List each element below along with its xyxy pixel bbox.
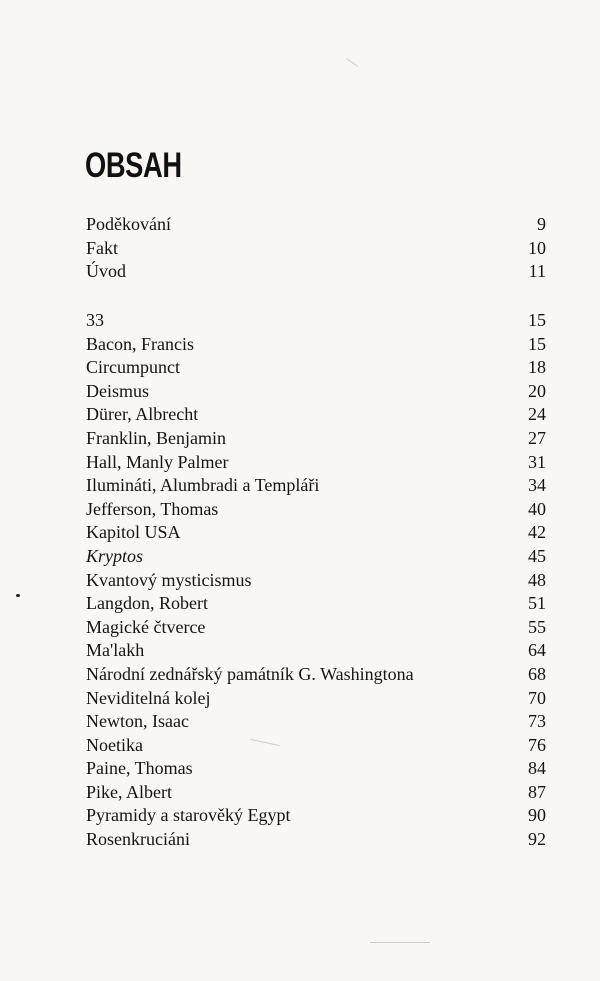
toc-entry-page-number: 27 bbox=[528, 427, 546, 448]
toc-entry-title: Paine, Thomas bbox=[86, 758, 193, 779]
toc-entry-title: Kapitol USA bbox=[86, 522, 181, 543]
toc-entry-title: Kryptos bbox=[86, 545, 144, 566]
toc-entry bbox=[86, 260, 546, 284]
toc-entry-page-number: 9 bbox=[537, 214, 546, 234]
toc-entry-page-number: 10 bbox=[528, 237, 546, 258]
toc-entry-title: Noetika bbox=[86, 734, 143, 755]
toc-entry-title: 33 bbox=[86, 310, 104, 330]
toc-entry bbox=[86, 474, 546, 498]
toc-entry-page-number: 70 bbox=[528, 687, 546, 708]
toc-entry-page-number: 92 bbox=[528, 829, 546, 850]
toc-entry-page-number: 55 bbox=[528, 616, 546, 637]
toc-entry-title: Národní zednářský památník G. Washingtona bbox=[86, 663, 414, 684]
paper-scratch bbox=[346, 58, 358, 67]
toc-entry-page-number: 40 bbox=[528, 498, 546, 519]
toc-entry-title: Franklin, Benjamin bbox=[86, 427, 226, 448]
contents-list bbox=[86, 309, 546, 852]
toc-entry-title: Newton, Isaac bbox=[86, 711, 189, 732]
toc-entry-page-number: 90 bbox=[528, 805, 546, 826]
toc-entry-page-number: 64 bbox=[528, 640, 546, 661]
toc-entry-title: Rosenkruciáni bbox=[86, 829, 190, 850]
toc-entry-title: Ilumináti, Alumbradi a Templáři bbox=[86, 475, 320, 496]
toc-entry-title: Kvantový mysticismus bbox=[86, 569, 252, 590]
page-heading: OBSAH bbox=[85, 146, 182, 185]
toc-entry-page-number: 76 bbox=[528, 734, 546, 755]
toc-entry bbox=[86, 710, 546, 734]
toc-entry bbox=[86, 781, 546, 805]
toc-entry bbox=[86, 333, 546, 357]
toc-entry-page-number: 18 bbox=[528, 357, 546, 378]
paper-scratch bbox=[370, 942, 430, 943]
toc-entry-title: Magické čtverce bbox=[86, 616, 206, 637]
toc-entry-title: Úvod bbox=[86, 261, 126, 282]
toc-entry-page-number: 24 bbox=[528, 404, 546, 425]
toc-entry bbox=[86, 687, 546, 711]
toc-entry bbox=[86, 828, 546, 852]
toc-entry bbox=[86, 639, 546, 663]
toc-entry bbox=[86, 403, 546, 427]
toc-entry bbox=[86, 237, 546, 261]
toc-entry bbox=[86, 616, 546, 640]
toc-entry-page-number: 51 bbox=[528, 593, 546, 614]
toc-entry-title: Fakt bbox=[86, 237, 119, 258]
toc-entry bbox=[86, 380, 546, 404]
toc-entry-page-number: 48 bbox=[528, 569, 546, 590]
toc-entry bbox=[86, 309, 546, 333]
toc-entry-title: Poděkování bbox=[86, 214, 171, 234]
toc-entry bbox=[86, 545, 546, 569]
toc-entry-page-number: 42 bbox=[528, 522, 546, 543]
toc-entry-page-number: 20 bbox=[528, 380, 546, 401]
toc-entry-page-number: 87 bbox=[528, 781, 546, 802]
ink-speck bbox=[16, 594, 20, 597]
toc-entry bbox=[86, 356, 546, 380]
toc-entry-title: Neviditelná kolej bbox=[86, 687, 211, 708]
toc-entry bbox=[86, 521, 546, 545]
toc-entry bbox=[86, 427, 546, 451]
toc-entry-page-number: 31 bbox=[528, 451, 546, 472]
toc-entry-page-number: 45 bbox=[528, 545, 546, 566]
toc-entry bbox=[86, 663, 546, 687]
toc-entry-title: Ma'lakh bbox=[86, 640, 145, 661]
toc-entry bbox=[86, 804, 546, 828]
toc-entry-title: Bacon, Francis bbox=[86, 333, 194, 354]
toc-entry bbox=[86, 592, 546, 616]
toc-entry-title: Langdon, Robert bbox=[86, 593, 208, 614]
toc-entry-title: Pyramidy a starověký Egypt bbox=[86, 805, 291, 826]
toc-entry-title: Circumpunct bbox=[86, 357, 180, 378]
toc-entry bbox=[86, 757, 546, 781]
toc-entry-page-number: 84 bbox=[528, 758, 546, 779]
toc-entry-title: Dürer, Albrecht bbox=[86, 404, 199, 425]
toc-entry-page-number: 34 bbox=[528, 475, 546, 496]
toc-entry bbox=[86, 213, 546, 237]
front-matter-list bbox=[86, 213, 546, 284]
toc-entry-page-number: 15 bbox=[528, 333, 546, 354]
toc-entry bbox=[86, 451, 546, 475]
toc-entry-title: Jefferson, Thomas bbox=[86, 498, 219, 519]
toc-entry-page-number: 73 bbox=[528, 711, 546, 732]
toc-entry-page-number: 11 bbox=[528, 261, 546, 282]
toc-entry-title: Hall, Manly Palmer bbox=[86, 451, 229, 472]
toc-entry-page-number: 68 bbox=[528, 663, 546, 684]
toc-entry-title: Pike, Albert bbox=[86, 781, 172, 802]
toc-entry bbox=[86, 569, 546, 593]
toc-entry bbox=[86, 734, 546, 758]
toc-entry-page-number: 15 bbox=[528, 310, 546, 330]
toc-entry bbox=[86, 498, 546, 522]
toc-entry-title: Deismus bbox=[86, 380, 149, 401]
